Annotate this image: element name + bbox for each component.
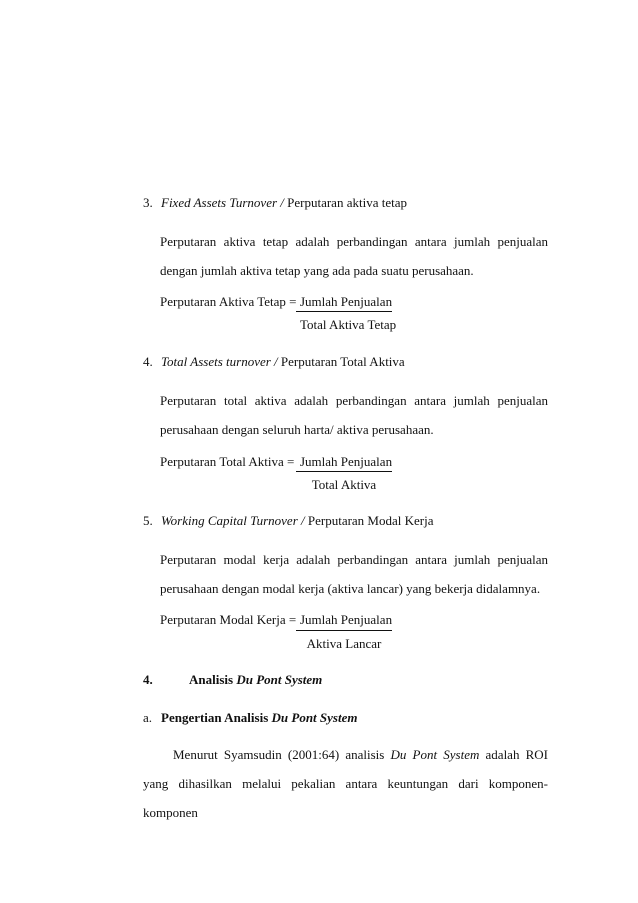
item-number: 3. <box>143 195 153 210</box>
item-title-italic: Working Capital Turnover / <box>161 513 305 528</box>
section-title-plain: Analisis <box>189 672 237 687</box>
section-title <box>189 673 322 686</box>
fraction-bar <box>296 630 392 631</box>
formula-numerator: Jumlah Penjualan <box>300 454 393 469</box>
subsection-letter: a. <box>143 710 153 725</box>
fraction-bar <box>296 311 392 312</box>
formula-numerator: Jumlah Penjualan <box>300 294 393 309</box>
subsection-title-italic: Du Pont System <box>271 710 358 725</box>
item-title-italic: Total Assets turnover / <box>161 354 278 369</box>
item-title-plain: Perputaran Total Aktiva <box>277 354 405 369</box>
formula-numerator: Jumlah Penjualan <box>300 612 393 627</box>
item-number: 4. <box>143 354 153 369</box>
subsection-title-plain: Pengertian Analisis <box>161 710 272 725</box>
item-paragraph: Perputaran modal kerja adalah perbandingan antara jumlah penjualan perusahaan dengan modal kerja (aktiva lancar) yang bekerja didalamnya. <box>160 552 548 596</box>
item-title <box>161 355 405 368</box>
formula-label: Perputaran Aktiva Tetap = <box>160 294 297 309</box>
item-title-plain: Perputaran Modal Kerja <box>304 513 434 528</box>
fraction-bar <box>296 471 392 472</box>
item-paragraph: Perputaran aktiva tetap adalah perbandingan antara jumlah penjualan dengan jumlah aktiva tetap yang ada pada suatu perusahaan. <box>160 234 548 278</box>
section-title-italic: Du Pont System <box>236 672 323 687</box>
formula-denominator: Total Aktiva <box>311 477 377 492</box>
section-number: 4. <box>143 672 153 687</box>
item-title-italic: Fixed Assets Turnover / <box>161 195 284 210</box>
item-paragraph: Perputaran total aktiva adalah perbandingan antara jumlah penjualan perusahaan dengan seluruh harta/ aktiva perusahaan. <box>160 393 548 437</box>
item-title <box>161 196 407 209</box>
formula-denominator: Aktiva Lancar <box>306 636 382 651</box>
body-text-italic: Du Pont System <box>390 747 480 762</box>
body-paragraph <box>143 740 548 827</box>
item-title <box>161 514 434 527</box>
body-text-2: adalah ROI yang dihasilkan melalui pekalian antara keuntungan dari komponen-komponen <box>143 747 548 820</box>
item-number: 5. <box>143 513 153 528</box>
item-title-plain: Perputaran aktiva tetap <box>283 195 407 210</box>
formula-label: Perputaran Total Aktiva = <box>160 454 295 469</box>
formula-denominator: Total Aktiva Tetap <box>300 317 397 332</box>
formula-label: Perputaran Modal Kerja = <box>160 612 297 627</box>
subsection-title <box>161 711 357 724</box>
body-text-1: Menurut Syamsudin (2001:64) analisis <box>173 747 391 762</box>
